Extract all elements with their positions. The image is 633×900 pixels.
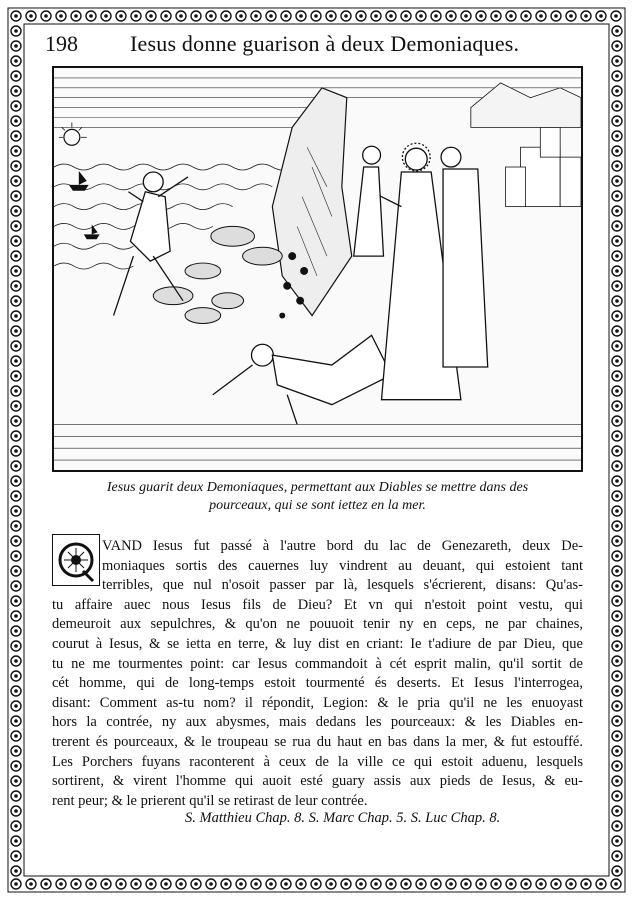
border-fleuron [612, 236, 622, 246]
page-number: 198 [45, 31, 78, 56]
border-fleuron [612, 251, 622, 261]
border-fleuron [11, 386, 21, 396]
border-fleuron [11, 581, 21, 591]
border-fleuron [446, 11, 456, 21]
border-fleuron [11, 641, 21, 651]
border-fleuron [612, 626, 622, 636]
demoniac-fallen [213, 335, 392, 424]
border-fleuron [11, 326, 21, 336]
border-fleuron [11, 746, 21, 756]
border-fleuron [612, 761, 622, 771]
border-fleuron [251, 879, 261, 889]
border-fleuron [11, 191, 21, 201]
border-fleuron [101, 879, 111, 889]
border-fleuron [56, 11, 66, 21]
border-fleuron [236, 879, 246, 889]
border-fleuron [431, 879, 441, 889]
border-fleuron [566, 11, 576, 21]
border-fleuron [416, 11, 426, 21]
border-fleuron [476, 11, 486, 21]
border-fleuron [206, 11, 216, 21]
border-fleuron [11, 686, 21, 696]
border-fleuron [612, 566, 622, 576]
border-fleuron [116, 879, 126, 889]
border-fleuron [612, 71, 622, 81]
border-fleuron [612, 506, 622, 516]
border-fleuron [612, 431, 622, 441]
border-fleuron [11, 146, 21, 156]
border-fleuron [11, 311, 21, 321]
border-fleuron [612, 296, 622, 306]
border-fleuron [371, 11, 381, 21]
border-fleuron [506, 879, 516, 889]
border-fleuron [161, 879, 171, 889]
city-buildings [506, 127, 581, 206]
border-fleuron [612, 731, 622, 741]
border-fleuron [11, 41, 21, 51]
border-fleuron [11, 431, 21, 441]
border-fleuron [11, 341, 21, 351]
border-fleuron [551, 879, 561, 889]
body-line: tu affaire auec nous Iesus fils de Dieu? Et vn qui n'estoit point vestu, qui [52, 596, 583, 613]
border-fleuron [11, 521, 21, 531]
border-fleuron [11, 26, 21, 36]
border-fleuron [11, 806, 21, 816]
border-fleuron [311, 11, 321, 21]
swine-herd [153, 226, 282, 323]
border-fleuron [266, 11, 276, 21]
border-fleuron [11, 476, 21, 486]
border-fleuron [612, 521, 622, 531]
border-fleuron [612, 476, 622, 486]
border-fleuron [612, 371, 622, 381]
border-fleuron [11, 206, 21, 216]
border-fleuron [612, 206, 622, 216]
body-line: rent peur; & le prierent qu'il se retirast de leur contrée. [52, 792, 368, 809]
border-fleuron [251, 11, 261, 21]
border-fleuron [11, 536, 21, 546]
border-fleuron [612, 416, 622, 426]
border-fleuron [612, 686, 622, 696]
border-fleuron [11, 401, 21, 411]
border-fleuron [11, 851, 21, 861]
rock-cliff [272, 88, 351, 316]
border-fleuron [612, 491, 622, 501]
border-fleuron [612, 791, 622, 801]
border-fleuron [11, 491, 21, 501]
border-fleuron [431, 11, 441, 21]
border-fleuron [612, 356, 622, 366]
border-fleuron [386, 879, 396, 889]
border-fleuron [56, 879, 66, 889]
border-fleuron [221, 11, 231, 21]
body-line: cét homme, qui de long-temps estoit tourmenté és deserts. Et Iesus l'interrogea, [52, 675, 583, 692]
border-fleuron [161, 11, 171, 21]
illustration-caption [52, 479, 583, 515]
border-fleuron [281, 11, 291, 21]
border-fleuron [11, 101, 21, 111]
border-fleuron [11, 446, 21, 456]
border-fleuron [612, 341, 622, 351]
border-fleuron [146, 11, 156, 21]
border-fleuron [612, 221, 622, 231]
border-fleuron [41, 879, 51, 889]
border-fleuron [236, 11, 246, 21]
border-fleuron [11, 161, 21, 171]
border-fleuron [101, 11, 111, 21]
body-text [52, 537, 583, 811]
border-fleuron [11, 416, 21, 426]
border-fleuron [86, 879, 96, 889]
border-fleuron [11, 656, 21, 666]
body-line: hors la contrée, ny aux abysmes, mais dedans les pourceaux: & les Diables en- [52, 714, 583, 731]
border-fleuron [612, 701, 622, 711]
border-fleuron [326, 11, 336, 21]
border-fleuron [612, 281, 622, 291]
border-fleuron [11, 671, 21, 681]
border-fleuron [611, 11, 621, 21]
border-fleuron [612, 146, 622, 156]
border-fleuron [461, 879, 471, 889]
border-fleuron [11, 356, 21, 366]
border-fleuron [341, 11, 351, 21]
border-fleuron [341, 879, 351, 889]
border-fleuron [296, 11, 306, 21]
border-fleuron [612, 536, 622, 546]
border-fleuron [612, 551, 622, 561]
border-fleuron [11, 551, 21, 561]
border-fleuron [612, 716, 622, 726]
border-fleuron [71, 11, 81, 21]
border-fleuron [71, 879, 81, 889]
border-fleuron [281, 879, 291, 889]
border-fleuron [612, 116, 622, 126]
border-fleuron [11, 821, 21, 831]
border-fleuron [11, 251, 21, 261]
body-line: tu ne me tourmentes point: car Iesus commandoit à cét esprit malin, qu'il sortit de [52, 655, 583, 672]
border-fleuron [11, 296, 21, 306]
woodcut-illustration [52, 66, 583, 472]
body-line: disant: Comment as-tu nom? il répondit, Legion: & le pria qu'il ne les enuoyast [52, 694, 583, 711]
border-fleuron [612, 41, 622, 51]
border-fleuron [536, 879, 546, 889]
body-line: trerent és pourceaux, & le troupeau se rua du haut en bas dans la mer, & fut estouffé. [52, 733, 583, 750]
border-fleuron [612, 641, 622, 651]
border-fleuron [596, 11, 606, 21]
border-fleuron [11, 56, 21, 66]
border-fleuron [191, 879, 201, 889]
border-fleuron [176, 879, 186, 889]
border-fleuron [176, 11, 186, 21]
border-fleuron [612, 401, 622, 411]
body-line: courut à Iesus, & se ietta en terre, & luy dist en criant: Ie t'adiure de par Dieu, que [52, 635, 583, 652]
scripture-reference: S. Matthieu Chap. 8. S. Marc Chap. 5. S. Luc Chap. 8. [185, 810, 501, 826]
border-fleuron [612, 176, 622, 186]
sun-motif [59, 122, 87, 145]
border-fleuron [612, 101, 622, 111]
body-line: Les Porchers fuyans raconterent à ceux de la ville ce qui estoit aduenu, lesquels [52, 753, 583, 770]
border-fleuron [612, 386, 622, 396]
body-line: terribles, que nul n'osoit passer par là, lesquels s'écrierent, disans: Qu'as- [102, 577, 583, 594]
border-fleuron [11, 266, 21, 276]
border-fleuron [612, 656, 622, 666]
woodcut-scene [54, 68, 581, 470]
border-fleuron [11, 716, 21, 726]
border-fleuron [11, 461, 21, 471]
border-fleuron [581, 879, 591, 889]
border-fleuron [612, 266, 622, 276]
border-fleuron [11, 879, 21, 889]
border-fleuron [446, 879, 456, 889]
border-fleuron [491, 11, 501, 21]
border-fleuron [11, 116, 21, 126]
border-fleuron [26, 11, 36, 21]
boat-motif [69, 171, 89, 191]
border-fleuron [11, 281, 21, 291]
border-fleuron [11, 866, 21, 876]
border-fleuron [146, 879, 156, 889]
border-fleuron [86, 11, 96, 21]
border-fleuron [521, 11, 531, 21]
border-fleuron [612, 836, 622, 846]
border-fleuron [401, 11, 411, 21]
border-fleuron [356, 879, 366, 889]
border-fleuron [401, 879, 411, 889]
border-fleuron [476, 879, 486, 889]
border-fleuron [612, 581, 622, 591]
border-fleuron [11, 701, 21, 711]
border-fleuron [612, 746, 622, 756]
border-fleuron [11, 776, 21, 786]
border-fleuron [11, 761, 21, 771]
border-fleuron [296, 879, 306, 889]
border-fleuron [612, 26, 622, 36]
body-line: demeuroit aux sepulchres, & qu'on ne pouuoit tenir ny en ceps, ne par chaines, [52, 616, 583, 633]
border-fleuron [386, 11, 396, 21]
border-fleuron [11, 611, 21, 621]
border-fleuron [11, 176, 21, 186]
border-fleuron [11, 836, 21, 846]
border-fleuron [41, 11, 51, 21]
border-fleuron [11, 11, 21, 21]
border-fleuron [551, 11, 561, 21]
border-fleuron [612, 851, 622, 861]
border-fleuron [131, 879, 141, 889]
border-fleuron [11, 506, 21, 516]
border-fleuron [612, 56, 622, 66]
border-fleuron [612, 866, 622, 876]
border-fleuron [356, 11, 366, 21]
border-fleuron [11, 791, 21, 801]
border-fleuron [116, 11, 126, 21]
border-fleuron [416, 879, 426, 889]
border-fleuron [461, 11, 471, 21]
body-line: VAND Iesus fut passé à l'autre bord du lac de Genezareth, deux De- [102, 538, 583, 554]
border-fleuron [131, 11, 141, 21]
border-fleuron [612, 191, 622, 201]
border-fleuron [612, 596, 622, 606]
border-fleuron [11, 236, 21, 246]
border-fleuron [11, 71, 21, 81]
border-fleuron [206, 879, 216, 889]
border-fleuron [536, 11, 546, 21]
border-fleuron [612, 131, 622, 141]
border-fleuron [612, 161, 622, 171]
page-title: Iesus donne guarison à deux Demoniaques. [130, 31, 520, 56]
border-fleuron [612, 461, 622, 471]
border-fleuron [26, 879, 36, 889]
border-fleuron [566, 879, 576, 889]
body-line: sortirent, & virent l'homme qui auoit esté guary assis aux pieds de Iesus, & eu- [52, 773, 583, 790]
body-line: moniaques sortis des cauernes luy vindrent au deuant, qui estoient tant [102, 557, 583, 574]
border-fleuron [11, 731, 21, 741]
border-fleuron [506, 11, 516, 21]
caption-line: Iesus guarit deux Demoniaques, permettant aux Diables se mettre dans des [106, 480, 529, 495]
border-fleuron [11, 596, 21, 606]
border-fleuron [191, 11, 201, 21]
caption-line: pourceaux, qui se sont iettez en la mer. [209, 498, 426, 513]
border-fleuron [11, 626, 21, 636]
border-fleuron [266, 879, 276, 889]
border-fleuron [11, 371, 21, 381]
border-fleuron [612, 326, 622, 336]
border-fleuron [612, 611, 622, 621]
border-fleuron [612, 806, 622, 816]
border-fleuron [612, 86, 622, 96]
border-fleuron [612, 776, 622, 786]
border-fleuron [311, 879, 321, 889]
border-fleuron [521, 879, 531, 889]
border-fleuron [11, 131, 21, 141]
border-fleuron [221, 879, 231, 889]
border-fleuron [612, 311, 622, 321]
border-fleuron [491, 879, 501, 889]
border-fleuron [11, 86, 21, 96]
border-fleuron [612, 446, 622, 456]
border-fleuron [596, 879, 606, 889]
border-fleuron [612, 821, 622, 831]
border-fleuron [581, 11, 591, 21]
border-fleuron [11, 566, 21, 576]
border-fleuron [611, 879, 621, 889]
border-fleuron [326, 879, 336, 889]
border-fleuron [612, 671, 622, 681]
border-fleuron [371, 879, 381, 889]
border-fleuron [11, 221, 21, 231]
